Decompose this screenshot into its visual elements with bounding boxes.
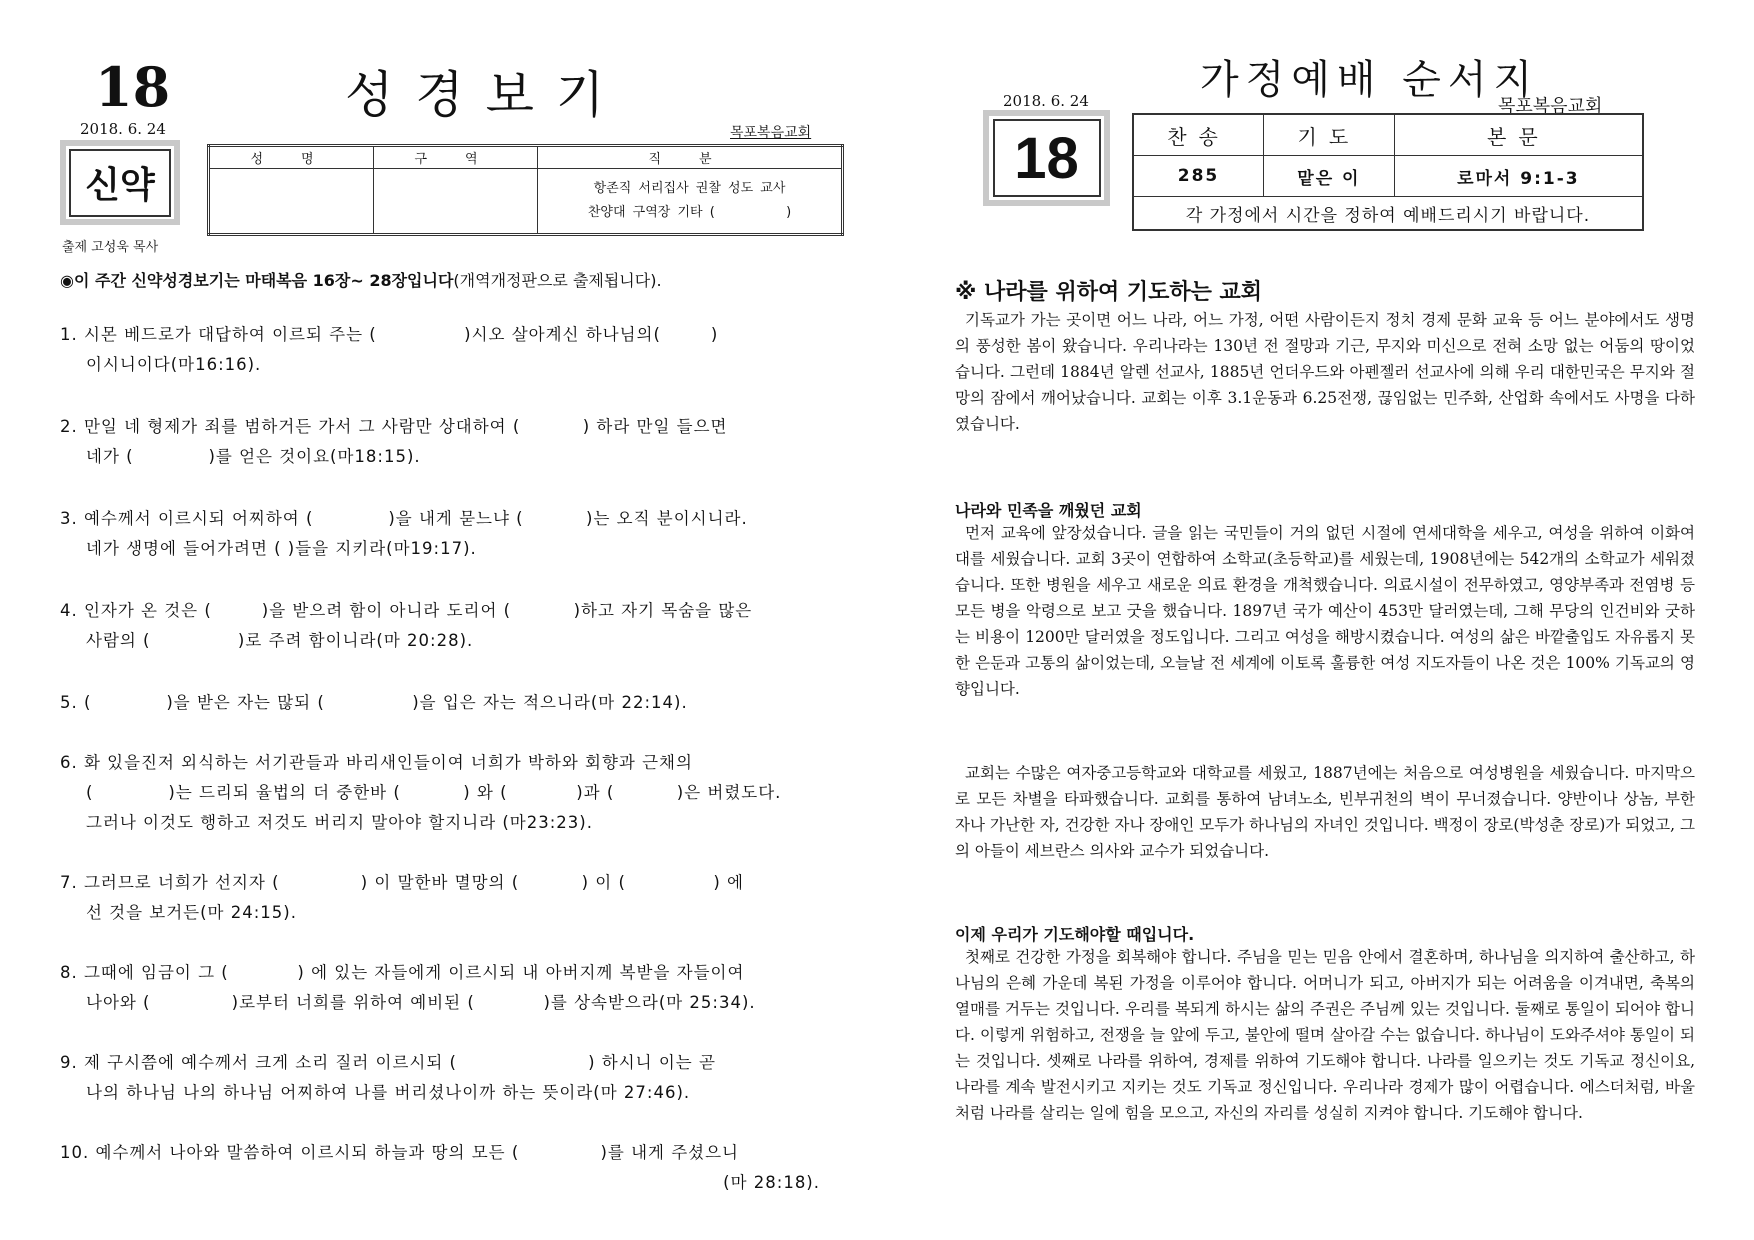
- right-page-title: 가정예배 순서지: [1200, 57, 1540, 103]
- question-6-line1: 6. 화 있을진저 외식하는 서기관들과 바리새인들이여 너희가 박하와 회향과 근채의: [60, 753, 693, 772]
- question-2-line2: 네가 ( )를 얻은 것이요(마18:15).: [86, 447, 421, 466]
- question-1: [60, 320, 830, 380]
- question-3: [60, 504, 830, 564]
- header-position: 직분: [538, 146, 843, 169]
- name-field[interactable]: [209, 169, 374, 235]
- article-paragraph-2: 먼저 교육에 앞장섰습니다. 글을 읽는 국민들이 거의 없던 시절에 연세대학을 세우고, 여성을 위하여 이화여대를 세웠습니다. 교회 3곳이 연합하여 소학교(초등학교)를 세웠는데, 1908년에는 542개의 소학교가 세워졌습니다. 또한 병원을 세우고 새로운 의료 환경을 개척했습니다. 의료시설이 전무하였고, 영양부족과 전염병 등 모든 병을 악령으로 보고 굿을 했습니다. 1897년 국가 예산이 453만 달러였는데, 그해 무당의 인건비와 굿하는 비용이 1200만 달러였을 정도입니다. 그리고 여성을 해방시켰습니다. 여성의 삶은 바깥출입도 자유롭지 못한 은둔과 고통의 삶이었는데, 오늘날 전 세계에 이토록 훌륭한 여성 지도자들이 나온 것은 100% 기독교의 영향입니다.: [955, 524, 1695, 698]
- district-field[interactable]: [374, 169, 538, 235]
- article-subheading-2: 이제 우리가 기도해야할 때입니다.: [955, 925, 1195, 944]
- right-date: 2018. 6. 24: [1003, 92, 1089, 110]
- question-6: [60, 748, 830, 838]
- article-paragraph-4: 첫째로 건강한 가정을 회복해야 합니다. 주님을 믿는 믿음 안에서 결혼하며, 하나님을 의지하여 출산하고, 하나님의 은혜 가운데 복된 가정을 이루어야 합니다. 어머니가 되고, 아버지가 되는 어려움을 이겨내면, 축복의 열매를 거두는 것입니다. 우리를 복되게 하시는 삶의 주권은 주님께 있는 것입니다. 둘째로 통일이 되어야 합니다. 이렇게 위험하고, 전쟁을 늘 앞에 두고, 불안에 떨며 살아갈 수는 없습니다. 하나님이 도와주셔야 통일이 되는 것입니다. 셋째로 나라를 위하여, 경제를 위하여 기도해야 합니다. 나라를 일으키는 것도 기독교 정신이요, 나라를 계속 발전시키고 지키는 것도 기독교 정신입니다. 우리나라 경제가 많이 어렵습니다. 에스더처럼, 바울처럼 나라를 살리는 일에 힘을 모으고, 자신의 자리를 성실히 지켜야 합니다. 기도해야 합니다.: [955, 948, 1695, 1122]
- article-title: ※ 나라를 위하여 기도하는 교회: [955, 280, 1263, 305]
- question-8-line1: 8. 그때에 임금이 그 ( ) 에 있는 자들에게 이르시되 내 아버지께 복받을 자들이여: [60, 963, 745, 982]
- question-10-line1: 10. 예수께서 나아와 말씀하여 이르시되 하늘과 땅의 모든 ( )를 내게 주셨으니: [60, 1143, 739, 1162]
- right-issue-number: 18: [993, 119, 1101, 197]
- header-name: 성명: [209, 146, 374, 169]
- position-options[interactable]: [538, 169, 843, 235]
- question-5-line1: 5. ( )을 받은 자는 많되 ( )을 입은 자는 적으니라(마 22:14).: [60, 693, 688, 712]
- weekly-notice: [60, 268, 850, 291]
- notice-bold: ◉이 주간 신약성경보기는 마태복음 16장~ 28장입니다: [60, 271, 454, 290]
- left-issue-number: 18: [95, 55, 171, 119]
- question-1-line2: 이시니이다(마16:16).: [86, 355, 262, 374]
- author-credit: 출제 고성욱 목사: [62, 240, 159, 255]
- question-5: [60, 688, 830, 718]
- left-church-name: 목포복음교회: [730, 125, 812, 141]
- question-10-line2: (마 28:18).: [723, 1173, 820, 1192]
- right-church-name: 목포복음교회: [1498, 96, 1603, 117]
- position-options-line2: 찬양대 구역장 기타 ( ): [587, 205, 792, 220]
- question-7-line1: 7. 그러므로 너희가 선지자 ( ) 이 말한바 멸망의 ( ) 이 ( ) 에: [60, 873, 744, 892]
- testament-badge: [60, 140, 180, 225]
- question-9-line2: 나의 하나님 나의 하나님 어찌하여 나를 버리셨나이까 하는 뜻이라(마 27:46).: [86, 1083, 691, 1102]
- order-header-prayer: 기도: [1264, 114, 1395, 156]
- header-district: 구역: [374, 146, 538, 169]
- question-6-line2: ( )는 드리되 율법의 더 중한바 ( ) 와 ( )과 ( )은 버렸도다.: [86, 783, 782, 802]
- position-options-line1: 항존직 서리집사 권찰 성도 교사: [593, 181, 786, 196]
- question-4: [60, 596, 830, 656]
- member-info-table: [207, 144, 844, 236]
- question-6-line3: 그러나 이것도 행하고 저것도 버리지 말아야 할지니라 (마23:23).: [86, 813, 593, 832]
- left-date: 2018. 6. 24: [80, 120, 166, 138]
- article-paragraph-1: 기독교가 가는 곳이면 어느 나라, 어느 가정, 어떤 사람이든지 정치 경제 문화 교육 등 어느 분야에서도 생명의 풍성한 봄이 왔습니다. 우리나라는 130년 전 절망과 기근, 무지와 미신으로 전혀 소망 없는 어둠의 땅이었습니다. 그런데 1884년 알렌 선교사, 1885년 언더우드와 아펜젤러 선교사에 의해 우리 대한민국은 무지와 절망의 잠에서 깨어났습니다. 교회는 이후 3.1운동과 6.25전쟁, 끊임없는 민주화, 산업화 속에서도 사명을 다하였습니다.: [955, 311, 1695, 433]
- question-7: [60, 868, 830, 928]
- right-issue-badge: [983, 110, 1110, 206]
- question-3-line2: 네가 생명에 들어가려면 ( )들을 지키라(마19:17).: [86, 539, 477, 558]
- order-value-hymn: 285: [1133, 156, 1264, 197]
- worship-order-table: [1132, 113, 1644, 231]
- question-2-line1: 2. 만일 네 형제가 죄를 범하거든 가서 그 사람만 상대하여 ( ) 하라 만일 들으면: [60, 417, 728, 436]
- article-paragraph-3: 교회는 수많은 여자중고등학교와 대학교를 세웠고, 1887년에는 처음으로 여성병원을 세웠습니다. 마지막으로 모든 차별을 타파했습니다. 교회를 통하여 남녀노소, 빈부귀천의 벽이 무너졌습니다. 양반이나 상놈, 부한 자나 가난한 자, 건강한 자나 장애인 모두가 하나님의 자녀인 것입니다. 백정이 장로(박성춘 장로)가 되었고, 그의 아들이 세브란스 의사와 교수가 되었습니다.: [955, 764, 1695, 860]
- notice-rest: (개역개정판으로 출제됩니다).: [453, 271, 662, 290]
- question-2: [60, 412, 830, 472]
- question-10: [60, 1138, 830, 1198]
- question-8-line2: 나아와 ( )로부터 너희를 위하여 예비된 ( )를 상속받으라(마 25:34).: [86, 993, 756, 1012]
- question-9: [60, 1048, 830, 1108]
- question-8: [60, 958, 830, 1018]
- order-header-hymn: 찬송: [1133, 114, 1264, 156]
- order-note: 각 가정에서 시간을 정하여 예배드리시기 바랍니다.: [1133, 197, 1643, 231]
- order-header-scripture: 본문: [1394, 114, 1643, 156]
- order-value-scripture: 로마서 9:1-3: [1394, 156, 1643, 197]
- left-page-title: 성경보기: [345, 66, 627, 124]
- question-1-line1: 1. 시몬 베드로가 대답하여 이르되 주는 ( )시오 살아계신 하나님의( ): [60, 325, 719, 344]
- question-9-line1: 9. 제 구시쯤에 예수께서 크게 소리 질러 이르시되 ( ) 하시니 이는 곧: [60, 1053, 716, 1072]
- question-4-line2: 사람의 ( )로 주려 함이니라(마 20:28).: [86, 631, 474, 650]
- testament-label: 신약: [85, 165, 155, 206]
- question-4-line1: 4. 인자가 온 것은 ( )을 받으려 함이 아니라 도리어 ( )하고 자기 목숨을 많은: [60, 601, 753, 620]
- article-subheading-1: 나라와 민족을 깨웠던 교회: [955, 501, 1142, 520]
- question-7-line2: 선 것을 보거든(마 24:15).: [86, 903, 297, 922]
- question-3-line1: 3. 예수께서 이르시되 어찌하여 ( )을 내게 묻느냐 ( )는 오직 분이시니라.: [60, 509, 748, 528]
- order-value-prayer: 맡은 이: [1264, 156, 1395, 197]
